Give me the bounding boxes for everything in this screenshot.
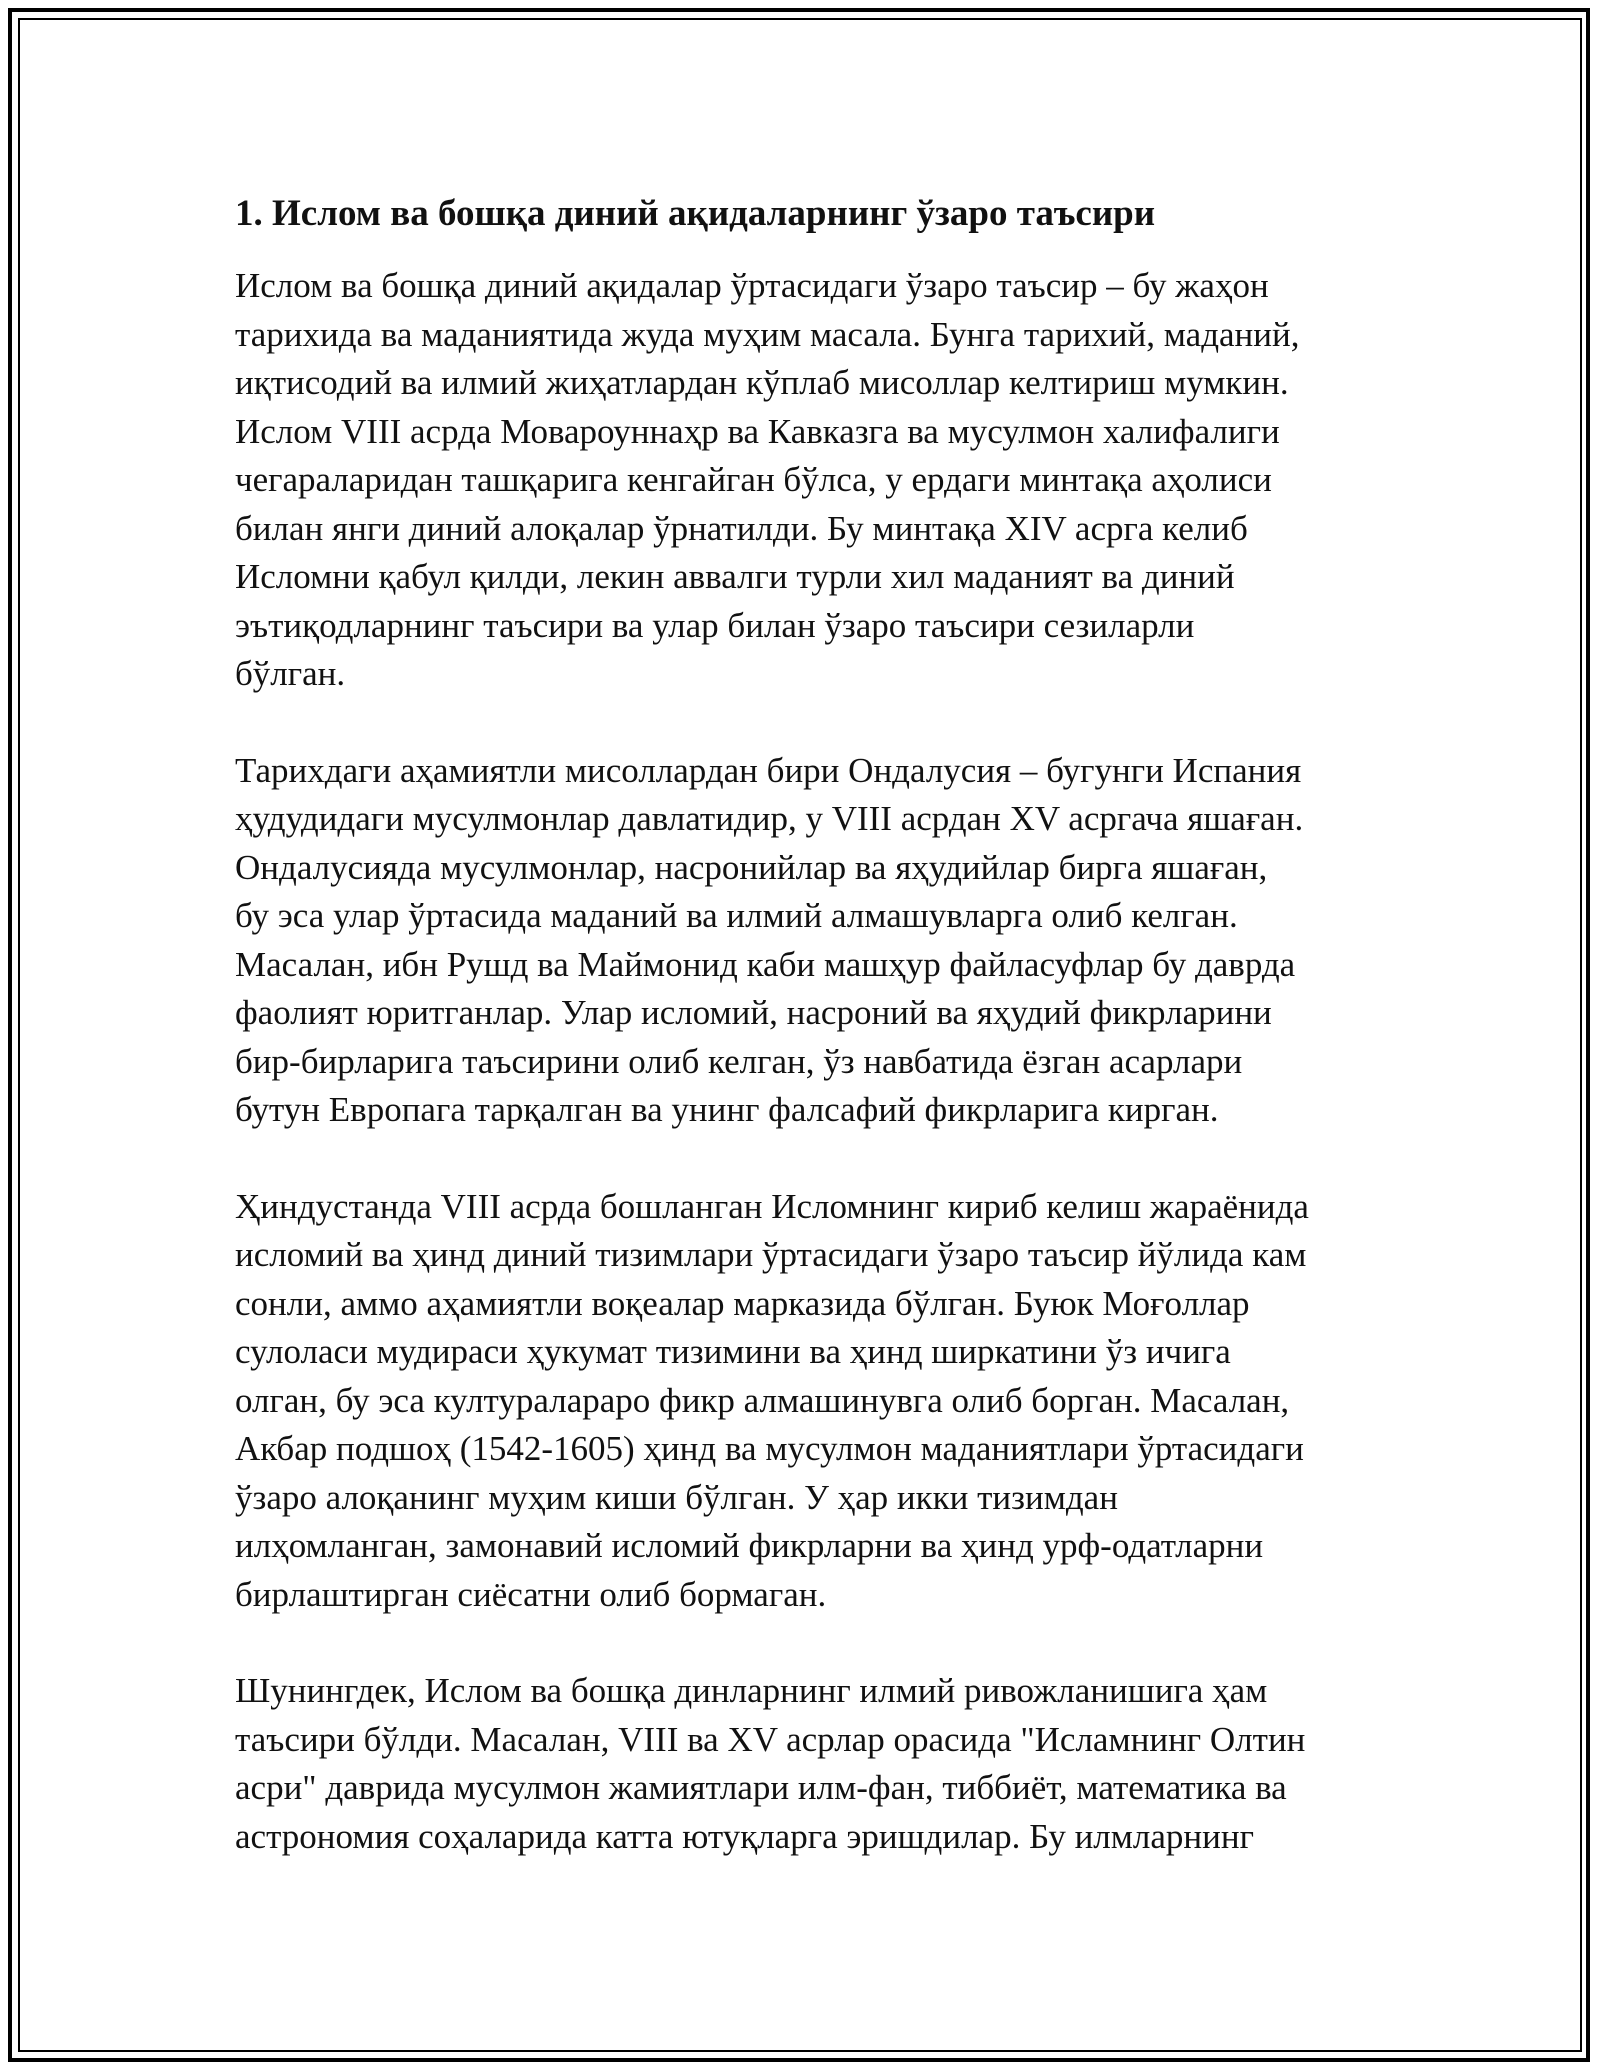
text-line: илҳомланган, замонавий исломий фикрларни ва ҳинд урф-одатларни — [235, 1526, 1264, 1565]
document-body — [235, 188, 1385, 1861]
text-line: Ондалусияда мусулмонлар, насронийлар ва яҳудийлар бирга яшаған, — [235, 847, 1268, 887]
text-line: сулоласи мудираси ҳукумат тизимини ва ҳинд ширкатини ўз ичига — [235, 1332, 1231, 1371]
text-line: астрономия соҳаларида катта ютуқларга эришдилар. Бу илмларнинг — [235, 1816, 1254, 1856]
text-line: бутун Европага тарқалган ва унинг фалсафий фикрларига кирган. — [235, 1090, 1219, 1129]
text-line: Акбар подшоҳ (1542-1605) ҳинд ва мусулмон маданиятлари ўртасидаги — [235, 1429, 1304, 1468]
text-line: тарихида ва маданиятида жуда муҳим масала. Бунга тарихий, маданий, — [235, 314, 1300, 354]
text-line: бир-бирларига таъсирини олиб келган, ўз навбатида ёзган асарлари — [235, 1041, 1243, 1081]
text-line: билан янги диний алоқалар ўрнатилди. Бу минтақа XIV асрга келиб — [235, 508, 1248, 548]
paragraph-3 — [235, 1183, 1385, 1620]
text-line: Ислом VIII асрда Мовароуннаҳр ва Кавказга ва мусулмон халифалиги — [235, 411, 1280, 451]
text-line: Ислом ва бошқа диний ақидалар ўртасидаги ўзаро таъсир – бу жаҳон — [235, 266, 1269, 305]
paragraph-1 — [235, 262, 1385, 699]
text-line: иқтисодий ва илмий жиҳатлардан кўплаб мисоллар келтириш мумкин. — [235, 363, 1289, 402]
text-line: эътиқодларнинг таъсири ва улар билан ўзаро таъсири сезиларли — [235, 605, 1195, 645]
paragraph-2 — [235, 747, 1385, 1135]
text-line: чегараларидан ташқарига кенгайган бўлса, у ердаги минтақа аҳолиси — [235, 460, 1272, 499]
text-line: бўлган. — [235, 654, 346, 693]
text-line: Ҳиндустанда VIII асрда бошланган Исломнинг кириб келиш жараёнида — [235, 1186, 1309, 1226]
text-line: Исломни қабул қилди, лекин аввалги турли хил маданият ва диний — [235, 557, 1235, 596]
text-line: Масалан, ибн Рушд ва Маймонид каби машҳур файласуфлар бу даврда — [235, 944, 1296, 984]
text-line: олган, бу эса култураларaро фикр алмашинувга олиб борган. Масалан, — [235, 1380, 1290, 1420]
text-line: Тарихдаги аҳамиятли мисоллардан бири Ондалусия – бугунги Испания — [235, 750, 1302, 790]
text-line: Шунингдек, Ислом ва бошқа динларнинг илмий ривожланишига ҳам — [235, 1671, 1268, 1710]
text-line: сонли, аммо аҳамиятли воқеалар марказида бўлган. Буюк Моғоллар — [235, 1283, 1250, 1323]
text-line: ўзаро алоқанинг муҳим киши бўлган. У ҳар икки тизимдан — [235, 1477, 1118, 1517]
text-line: ҳудудидаги мусулмонлар давлатидир, у VIII асрдан XV асргача яшаған. — [235, 799, 1304, 838]
text-line: фаолият юритганлар. Улар исломий, насроний ва яҳудий фикрларини — [235, 993, 1272, 1032]
text-line: таъсири бўлди. Масалан, VIII ва XV асрлар орасида "Исламнинг Олтин — [235, 1719, 1306, 1759]
section-heading: 1. Ислом ва бошқа диний ақидаларнинг ўзаро таъсири — [235, 193, 1156, 234]
text-line: бу эса улар ўртасида маданий ва илмий алмашувларга олиб келган. — [235, 896, 1238, 935]
text-line: бирлаштирган сиёсатни олиб бормаган. — [235, 1574, 827, 1614]
paragraph-4 — [235, 1667, 1385, 1861]
text-line: асри" даврида мусулмон жамиятлари илм-фан, тиббиёт, математика ва — [235, 1768, 1287, 1807]
text-line: исломий ва ҳинд диний тизимлари ўртасидаги ўзаро таъсир йўлида кам — [235, 1235, 1307, 1274]
